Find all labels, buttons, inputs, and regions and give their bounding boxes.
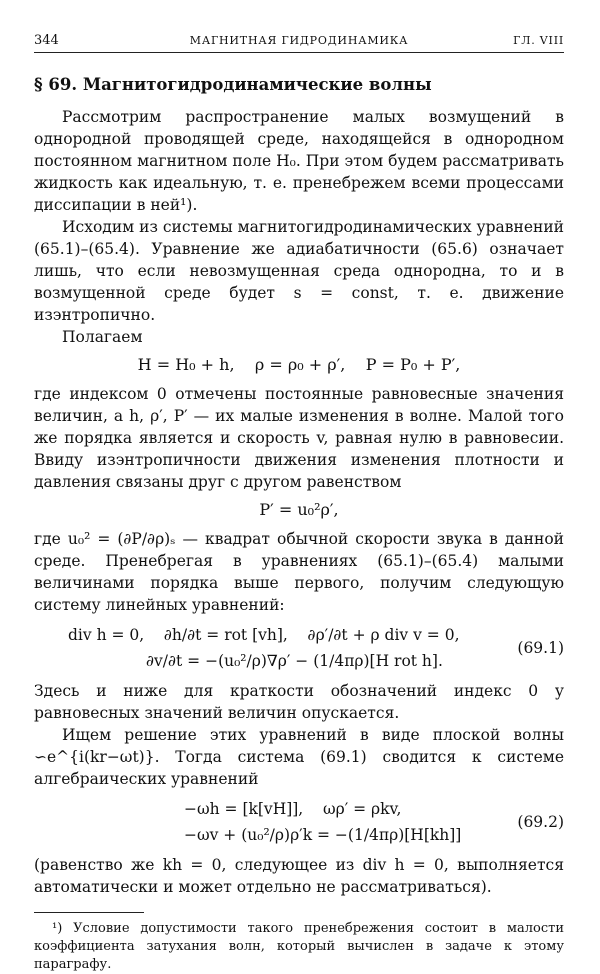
- paragraph-plane-wave: Ищем решение этих уравнений в виде плоской волны ∽e^{i(kr−ωt)}. Тогда система (69.1) сводится к системе алгебраических уравнений: [34, 726, 564, 788]
- equation-69-2: [34, 796, 564, 848]
- equation-69-1: [34, 622, 564, 674]
- paragraph-note-index: Здесь и ниже для краткости обозначений индекс 0 у равновесных значений величин опускается.: [34, 682, 564, 722]
- footnote-rule: [34, 912, 144, 914]
- equation-69-1-line1: div h = 0, ∂h/∂t = rot [vh], ∂ρ′/∂t + ρ div v = 0,: [68, 626, 460, 644]
- equation-69-2-line1: −ωh = [k[vH]], ωρ′ = ρkv,: [184, 800, 402, 818]
- equation-pressure: P′ = u₀²ρ′,: [259, 500, 339, 519]
- running-title: МАГНИТНАЯ ГИДРОДИНАМИКА: [189, 34, 409, 47]
- equation-69-2-line2: −ωv + (u₀²/ρ)ρ′k = −(1/4πρ)[H[kh]]: [184, 826, 462, 844]
- equation-fields: H = H₀ + h, ρ = ρ₀ + ρ′, P = P₀ + P′,: [137, 355, 461, 374]
- paragraph-assume: Полагаем: [62, 328, 143, 346]
- equation-number-69-2: (69.2): [517, 813, 564, 831]
- chapter-label: ГЛ. VIII: [513, 34, 564, 47]
- paragraph-indices: где индексом 0 отмечены постоянные равновесные значения величин, а h, ρ′, P′ — их малые изменения в волне. Малой того же порядка является и скорость v, равная нулю в равновесии. Ввиду изэнтропичности движения изменения плотности и давления связаны друг с другом равенством: [34, 385, 564, 491]
- footnote: ¹) Условие допустимости такого пренебрежения состоит в малости коэффициента затухания волн, который вычислен в задаче к этому параграфу.: [34, 921, 564, 972]
- equation-69-1-line2: ∂v/∂t = −(u₀²/ρ)∇ρ′ − (1/4πρ)[H rot h].: [146, 652, 443, 670]
- paragraph-sound: где u₀² = (∂P/∂ρ)ₛ — квадрат обычной скорости звука в данной среде. Пренебрегая в уравнениях (65.1)–(65.4) малыми величинами порядка выше первого, получим следующую систему линейных уравнений:: [34, 530, 564, 614]
- running-header: [34, 30, 564, 53]
- paragraph-intro: Рассмотрим распространение малых возмущений в однородной проводящей среде, находящейся в однородном постоянном магнитном поле H₀. При этом будем рассматривать жидкость как идеальную, т. е. пренебрежем всеми процессами диссипации в ней¹).: [34, 108, 564, 214]
- book-page: [34, 30, 564, 974]
- paragraph-system: Исходим из системы магнитогидродинамических уравнений (65.1)–(65.4). Уравнение же адиабатичности (65.6) означает лишь, что если невозмущенная среда однородна, то и в возмущенной среде будет s = const, т. е. движение изэнтропично.: [34, 218, 564, 324]
- section-title: § 69. Магнитогидродинамические волны: [34, 75, 432, 94]
- paragraph-kh: (равенство же kh = 0, следующее из div h = 0, выполняется автоматически и может отдельно не рассматриваться).: [34, 856, 564, 896]
- page-number: 344: [34, 33, 59, 48]
- equation-number-69-1: (69.1): [517, 639, 564, 657]
